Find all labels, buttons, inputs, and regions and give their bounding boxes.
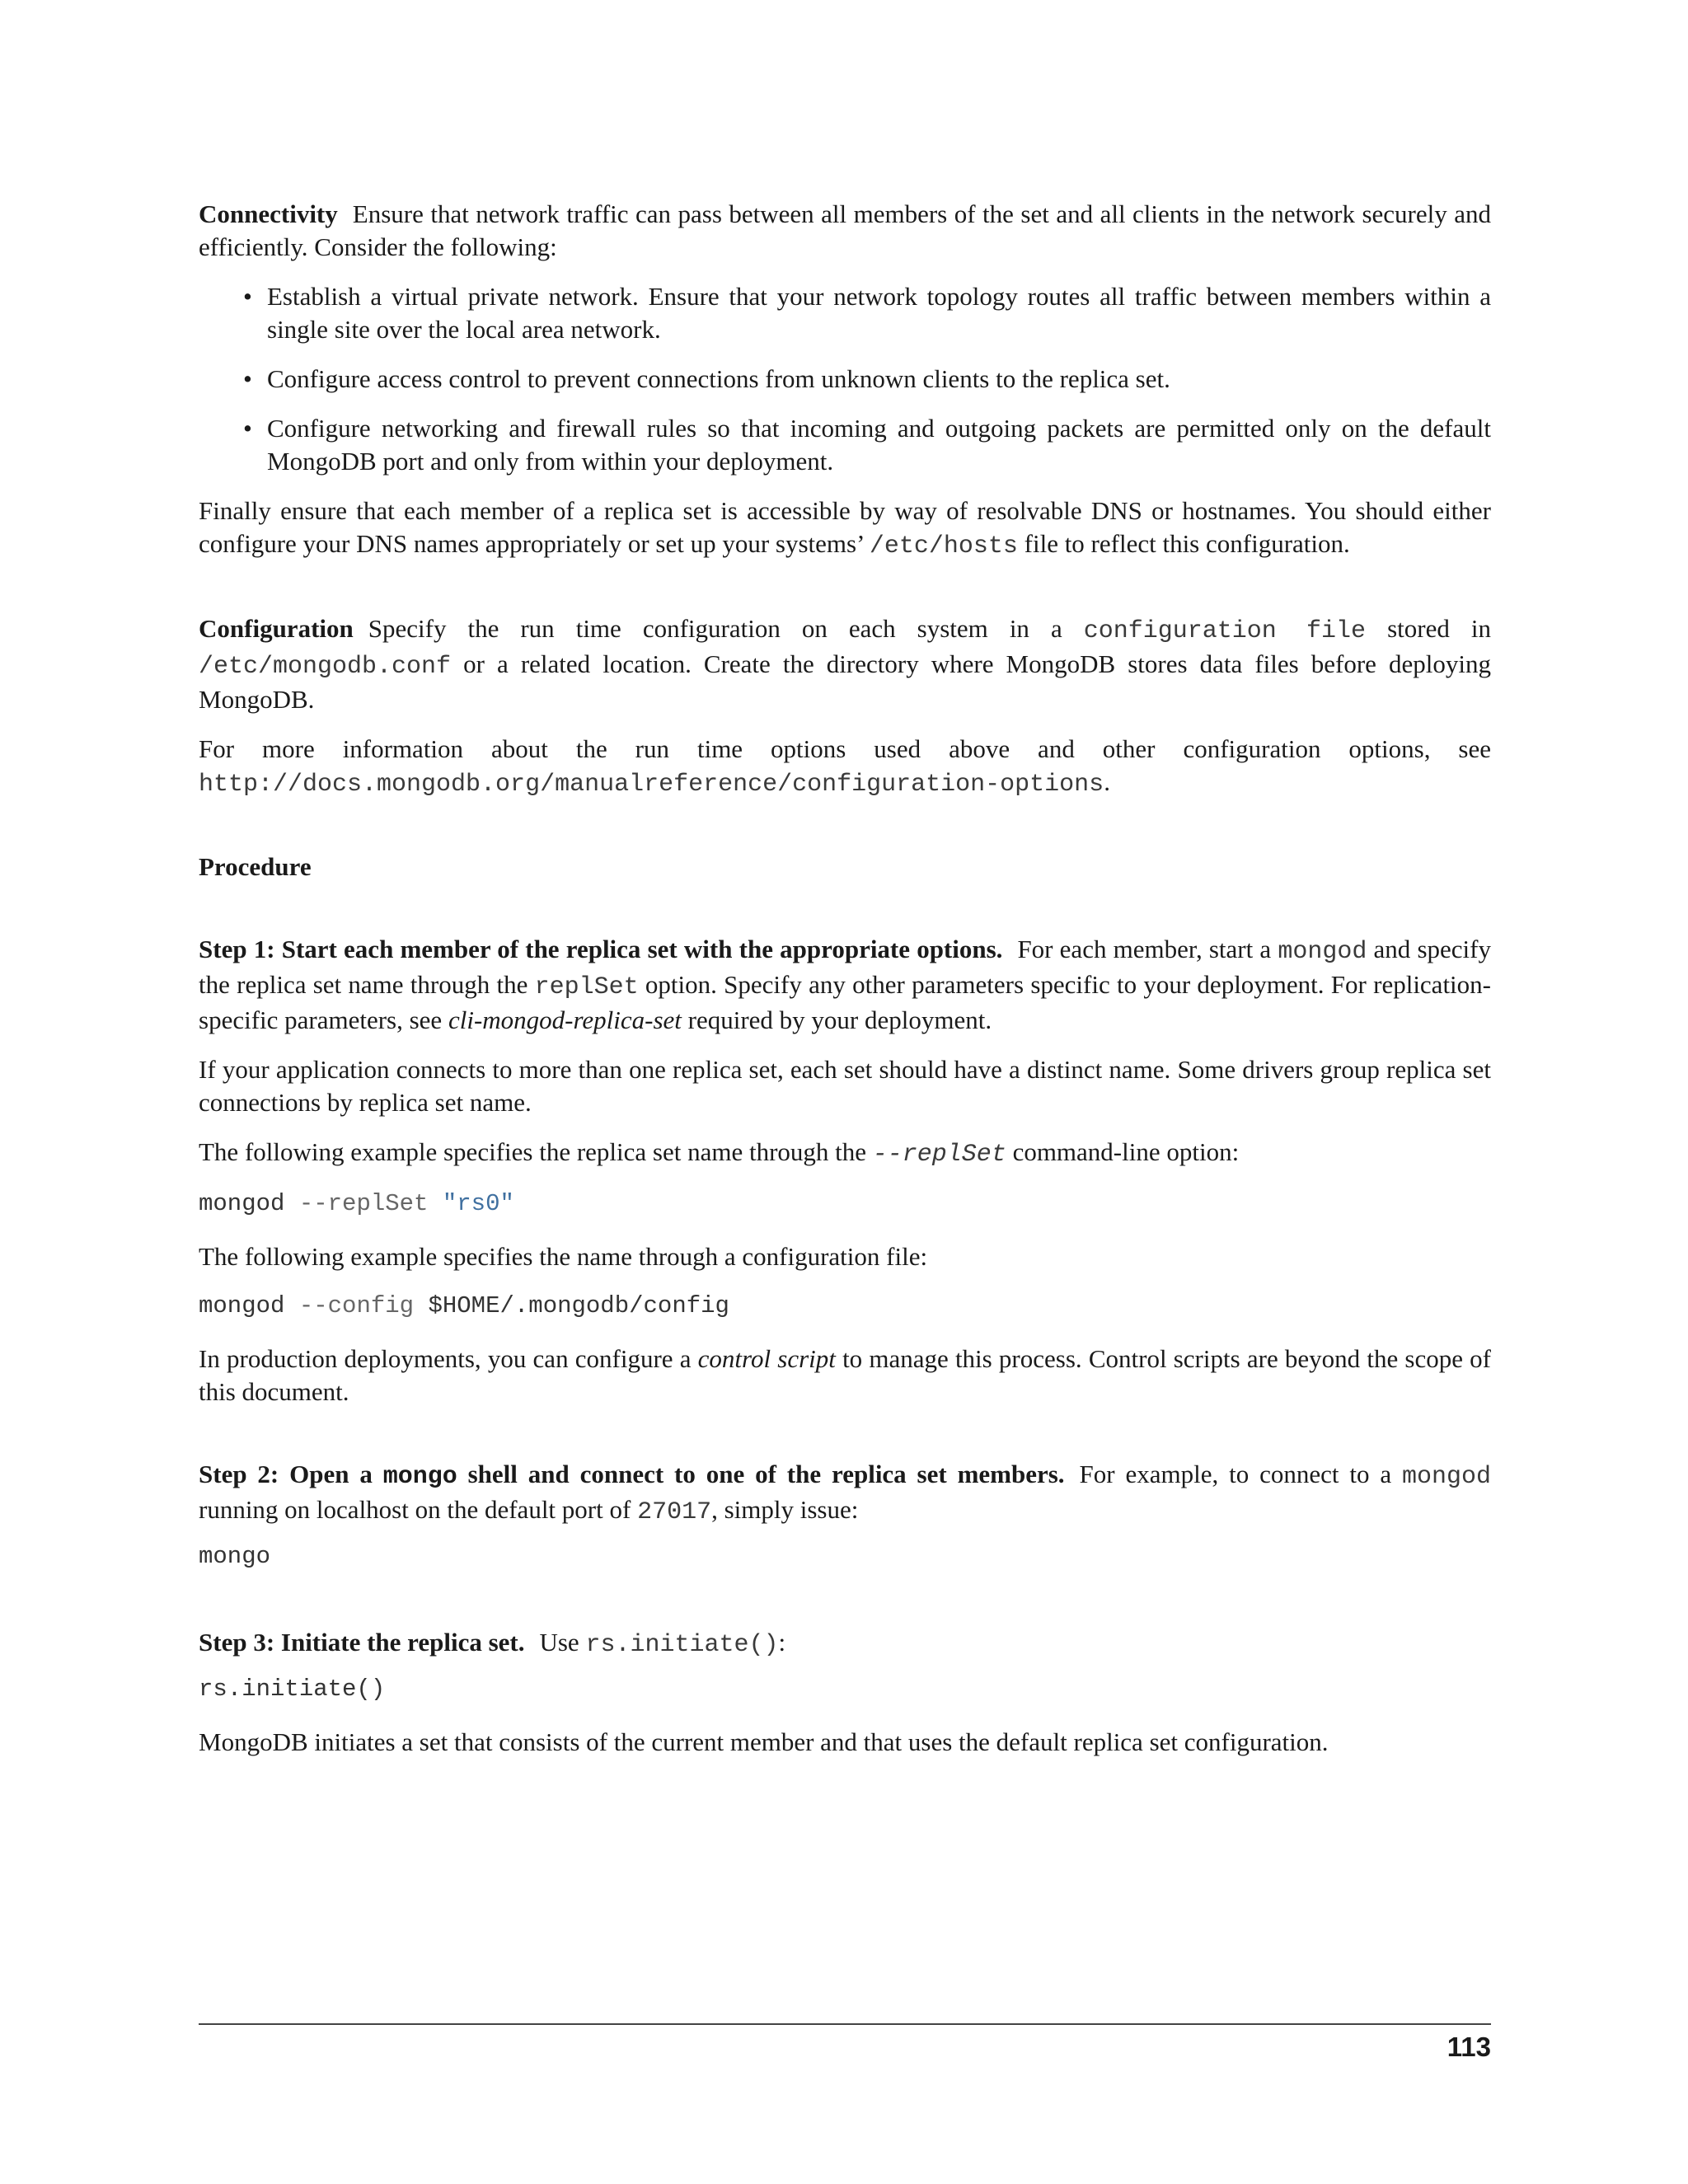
code-token: --config — [298, 1292, 429, 1319]
list-item — [199, 280, 1491, 346]
hosts-path: /etc/hosts — [869, 532, 1018, 560]
bullet-text: Configure networking and firewall rules so that incoming and outgoing packets are permitted only on the default MongoDB port and only from within your deployment. — [267, 414, 1491, 476]
code-block-replset — [199, 1188, 1491, 1221]
step3-paragraph — [199, 1626, 1491, 1661]
bullet-icon: • — [243, 282, 252, 311]
connectivity-finally — [199, 494, 1491, 563]
text-run: shell and connect to one of the replica set members. — [457, 1460, 1065, 1488]
configuration-more-info — [199, 733, 1491, 801]
rs-initiate-link[interactable]: rs.initiate() — [585, 1631, 779, 1659]
spacer — [199, 579, 1491, 612]
document-page — [199, 198, 1491, 1775]
step1-para4: The following example specifies the name through a configuration file: — [199, 1242, 928, 1271]
code-token: mongod — [199, 1292, 299, 1319]
replset-link[interactable]: replSet — [534, 973, 639, 1001]
text-run: Finally ensure that each member of a replica set is accessible by way of resolvable DNS or hostnames. You should either configure your DNS names appropriately or set up your systems’ — [199, 496, 1491, 558]
text-run: running on localhost on the default port of — [199, 1495, 638, 1524]
list-item — [199, 363, 1491, 396]
text-run: The following example specifies the replica set name through the — [199, 1137, 873, 1166]
text-run: to manage this process. Control scripts are beyond the scope of this document. — [199, 1344, 1491, 1406]
text-run: and specify the replica set name through the — [199, 935, 1491, 999]
text-run: or a related location. Create the directory where MongoDB stores data files before deploying MongoDB. — [199, 649, 1491, 714]
text-run: , simply issue: — [711, 1495, 859, 1524]
list-item — [199, 412, 1491, 478]
configuration-file-link[interactable]: configuration file — [1083, 617, 1367, 645]
replset-option-link[interactable]: --replSet — [872, 1141, 1006, 1169]
text-run: Use — [539, 1628, 586, 1657]
text-run: In production deployments, you can configure a — [199, 1344, 698, 1373]
step3-title: Step 3: Initiate the replica set. — [199, 1628, 525, 1657]
mongo-code: mongo — [382, 1463, 457, 1491]
spacer — [199, 1425, 1491, 1458]
step2-title — [199, 1460, 1065, 1491]
code-block-config — [199, 1290, 1491, 1323]
code-token: mongod — [199, 1190, 299, 1217]
text-run: file to reflect this configuration. — [1017, 529, 1350, 558]
spacer — [199, 1593, 1491, 1626]
code-block-rs-initiate: rs.initiate() — [199, 1675, 386, 1703]
code-block-mongo: mongo — [199, 1543, 271, 1570]
code-token: --replSet — [298, 1190, 443, 1217]
code-token: "rs0" — [442, 1190, 514, 1217]
bullet-icon: • — [243, 414, 252, 443]
text-run: Specify the run time configuration on each system in a — [368, 614, 1084, 643]
text-run: Step 2: Open a — [199, 1460, 383, 1488]
connectivity-lead: Connectivity — [199, 199, 338, 228]
text-run: option. Specify any other parameters specific to your deployment. For replication-specific parameters, see — [199, 970, 1491, 1034]
step1-para5 — [199, 1343, 1491, 1408]
text-run: For example, to connect to a — [1079, 1460, 1402, 1488]
step1-para3 — [199, 1136, 1491, 1171]
configuration-paragraph — [199, 612, 1491, 716]
bullet-text: Establish a virtual private network. Ensure that your network topology routes all traffic between members within a single site over the local area network. — [267, 282, 1491, 344]
step1-title: Step 1: Start each member of the replica set with the appropriate options. — [199, 935, 1003, 963]
text-run: . — [1104, 767, 1110, 796]
mongod-link[interactable]: mongod — [1278, 938, 1367, 966]
spacer — [199, 900, 1491, 933]
text-run: For more information about the run time options used above and other configuration options, see — [199, 734, 1491, 763]
connectivity-intro-text: Ensure that network traffic can pass between all members of the set and all clients in the network securely and efficiently. Consider the following: — [199, 199, 1491, 261]
bullet-icon: • — [243, 364, 252, 393]
cli-mongod-replica-set-ref[interactable]: cli-mongod-replica-set — [448, 1005, 682, 1034]
page-number: 113 — [1447, 2032, 1491, 2062]
step2-paragraph — [199, 1458, 1491, 1529]
mongodb-conf-path: /etc/mongodb.conf — [199, 653, 452, 681]
connectivity-intro — [199, 198, 1491, 264]
text-run: command-line option: — [1006, 1137, 1240, 1166]
text-run: stored in — [1366, 614, 1491, 643]
connectivity-bullet-list — [199, 280, 1491, 478]
text-run: For each member, start a — [1017, 935, 1278, 963]
text-run: : — [778, 1628, 786, 1657]
step3-result: MongoDB initiates a set that consists of the current member and that uses the default replica set configuration. — [199, 1727, 1329, 1756]
footer-divider — [199, 2023, 1491, 2025]
text-run: required by your deployment. — [681, 1005, 992, 1034]
procedure-heading: Procedure — [199, 852, 312, 881]
spacer — [199, 818, 1491, 851]
configuration-lead: Configuration — [199, 614, 354, 643]
port-number: 27017 — [637, 1498, 712, 1526]
code-token: $HOME/.mongodb/config — [428, 1292, 729, 1319]
step1-para2: If your application connects to more than one replica set, each set should have a distinct name. Some drivers group replica set connections by replica set name. — [199, 1055, 1491, 1117]
control-script-ref[interactable]: control script — [697, 1344, 836, 1373]
bullet-text: Configure access control to prevent connections from unknown clients to the replica set. — [267, 364, 1170, 393]
step1-paragraph — [199, 933, 1491, 1037]
mongod-link[interactable]: mongod — [1401, 1463, 1491, 1491]
configuration-options-link[interactable]: http://docs.mongodb.org/manualreference/configuration-options — [199, 771, 1104, 799]
